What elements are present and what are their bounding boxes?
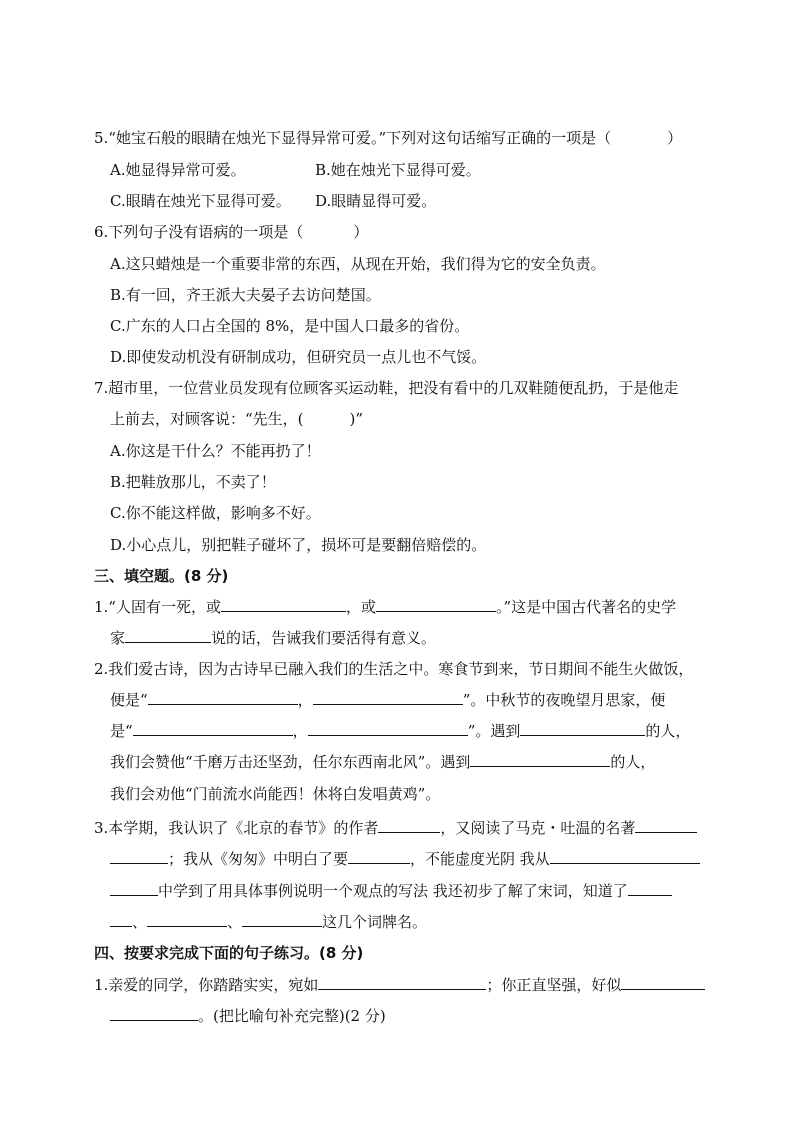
s3-i2-l3-text-c: ”。遇到 [467, 722, 521, 740]
q7-stem-line1: 7.超市里，一位营业员发现有位顾客买运动鞋，把没有看中的几双鞋随便乱扔，于是他走 [94, 379, 679, 397]
q5-option-b: B.她在烛光下显得可爱。 [315, 161, 481, 179]
s3-item2-line1: 2.我们爱古诗，因为古诗早已融入我们的生活之中。寒食节到来，节日期间不能生火做饭， [94, 660, 694, 678]
s3-item2-line3 [110, 721, 690, 741]
s3-item3-line3 [110, 881, 672, 901]
q5-option-a: A.她显得异常可爱。 [110, 161, 246, 179]
s3-i2-blank-4[interactable] [308, 721, 468, 736]
s4-i1-blank-1[interactable] [318, 975, 486, 990]
q7-stem-close: )” [349, 410, 364, 428]
s3-item3-line2 [110, 849, 700, 869]
s3-i3-blank-7[interactable] [628, 881, 672, 896]
s3-i3-blank-1[interactable] [378, 818, 440, 833]
s3-i1-blank-1[interactable] [221, 597, 346, 612]
s3-i3-l3-text-a: 中学到了用具体事例说明一个观点的写法 我还初步了解了宋词，知道了 [158, 882, 628, 900]
s3-i3-blank-9[interactable] [147, 912, 227, 927]
q6-option-d: D.即使发动机没有研制成功，但研究员一点儿也不气馁。 [110, 348, 487, 366]
s3-i3-blank-5[interactable] [550, 849, 700, 864]
s3-i3-l2-text-a: ；我从《匆匆》中明白了要 [168, 850, 349, 868]
q7-option-b: B.把鞋放那儿，不卖了！ [110, 473, 276, 491]
s3-i1-blank-2[interactable] [376, 597, 496, 612]
s3-i2-l2-text-b: ， [297, 691, 313, 709]
q6-option-b: B.有一回，齐王派大夫晏子去访问楚国。 [110, 286, 381, 304]
s3-i3-l1-text-b: ，又阅读了马克・吐温的名著 [440, 819, 636, 837]
s4-i1-text-c: 。(把比喻句补充完整)(2 分) [198, 1007, 386, 1025]
s3-i3-blank-8[interactable] [110, 912, 132, 927]
q5-stem [94, 128, 682, 148]
s3-i1-blank-3[interactable] [125, 628, 211, 643]
s3-i3-blank-6[interactable] [110, 881, 158, 896]
s3-i2-l3-text-a: 是“ [110, 722, 133, 740]
s3-item1-line2 [110, 628, 436, 648]
section4-heading: 四、按要求完成下面的句子练习。(8 分) [94, 944, 364, 962]
s3-i3-blank-3[interactable] [110, 849, 168, 864]
s3-i1-text-e: 说的话，告诫我们要活得有意义。 [211, 629, 437, 647]
q6-stem [94, 222, 368, 242]
s3-i2-blank-3[interactable] [133, 721, 293, 736]
s3-i2-blank-5[interactable] [520, 721, 645, 736]
s3-item2-line2 [110, 690, 665, 710]
s3-i1-text-a: 1.“人固有一死，或 [94, 598, 221, 616]
s3-item2-line4 [110, 752, 655, 772]
s3-i1-text-d: 家 [110, 629, 126, 647]
s4-i1-text-b: ；你正直坚强，好似 [486, 976, 622, 994]
s3-item2-line5: 我们会劝他“门前流水尚能西！休将白发唱黄鸡”。 [110, 785, 441, 803]
q5-stem-close: ） [667, 129, 683, 147]
s4-item1-line1 [94, 975, 705, 995]
s3-i2-l3-text-b: ， [292, 722, 308, 740]
q7-stem-line2 [110, 409, 363, 429]
s3-i3-blank-4[interactable] [348, 849, 410, 864]
s3-item3-line1 [94, 818, 697, 838]
s3-item1-line1 [94, 597, 676, 617]
s3-i3-blank-10[interactable] [242, 912, 322, 927]
s3-i3-l4-text-a: 、 [132, 913, 148, 931]
s4-item1-line2 [110, 1006, 386, 1026]
q6-stem-text: 6.下列句子没有语病的一项是（ [94, 223, 304, 241]
s4-i1-text-a: 1.亲爱的同学，你踏踏实实，宛如 [94, 976, 319, 994]
s3-i2-l3-text-d: 的人， [645, 722, 691, 740]
s3-item3-line4 [110, 912, 427, 932]
q5-option-d: D.眼睛显得可爱。 [315, 192, 437, 210]
s3-i1-text-c: 。”这是中国古代著名的史学 [496, 598, 677, 616]
s3-i3-l4-text-c: 这几个词牌名。 [322, 913, 428, 931]
s3-i2-blank-2[interactable] [313, 690, 463, 705]
s3-i3-l2-text-b: ，不能虚度光阴 我从 [410, 850, 550, 868]
q6-option-c: C.广东的人口占全国的 8%，是中国人口最多的省份。 [110, 317, 470, 335]
q7-option-c: C.你不能这样做，影响多不好。 [110, 504, 321, 522]
s3-i2-l4-text-b: 的人， [610, 753, 656, 771]
q7-stem-line2-text: 上前去，对顾客说：“先生，( [110, 410, 304, 428]
s3-i1-text-b: ，或 [345, 598, 376, 616]
s3-i2-l4-text-a: 我们会赞他“千磨万击还坚劲，任尔东西南北风”。遇到 [110, 753, 471, 771]
q6-stem-close: ） [353, 223, 369, 241]
s3-i2-l2-text-c: ”。中秋节的夜晚望月思家，便 [462, 691, 666, 709]
s3-i2-l2-text-a: 便是“ [110, 691, 148, 709]
q5-options-row2 [110, 191, 436, 211]
q6-option-a: A.这只蜡烛是一个重要非常的东西，从现在开始，我们得为它的安全负责。 [110, 255, 606, 273]
s3-i3-blank-2[interactable] [635, 818, 697, 833]
q5-options-row1 [110, 160, 481, 180]
s4-i1-blank-2[interactable] [621, 975, 705, 990]
q7-option-a: A.你这是干什么？不能再扔了！ [110, 442, 321, 460]
s3-i3-l4-text-b: 、 [227, 913, 243, 931]
section3-heading: 三、填空题。(8 分) [94, 567, 229, 585]
s3-i2-blank-1[interactable] [148, 690, 298, 705]
q5-stem-text: 5.“她宝石般的眼睛在烛光下显得异常可爱。”下列对这句话缩写正确的一项是（ [94, 129, 612, 147]
s3-i3-l1-text-a: 3.本学期，我认识了《北京的春节》的作者 [94, 819, 379, 837]
s4-i1-blank-3[interactable] [110, 1006, 198, 1021]
q7-option-d: D.小心点儿，别把鞋子碰坏了，损坏可是要翻倍赔偿的。 [110, 536, 487, 554]
s3-i2-blank-6[interactable] [470, 752, 610, 767]
q5-option-c: C.眼睛在烛光下显得可爱。 [110, 192, 291, 210]
